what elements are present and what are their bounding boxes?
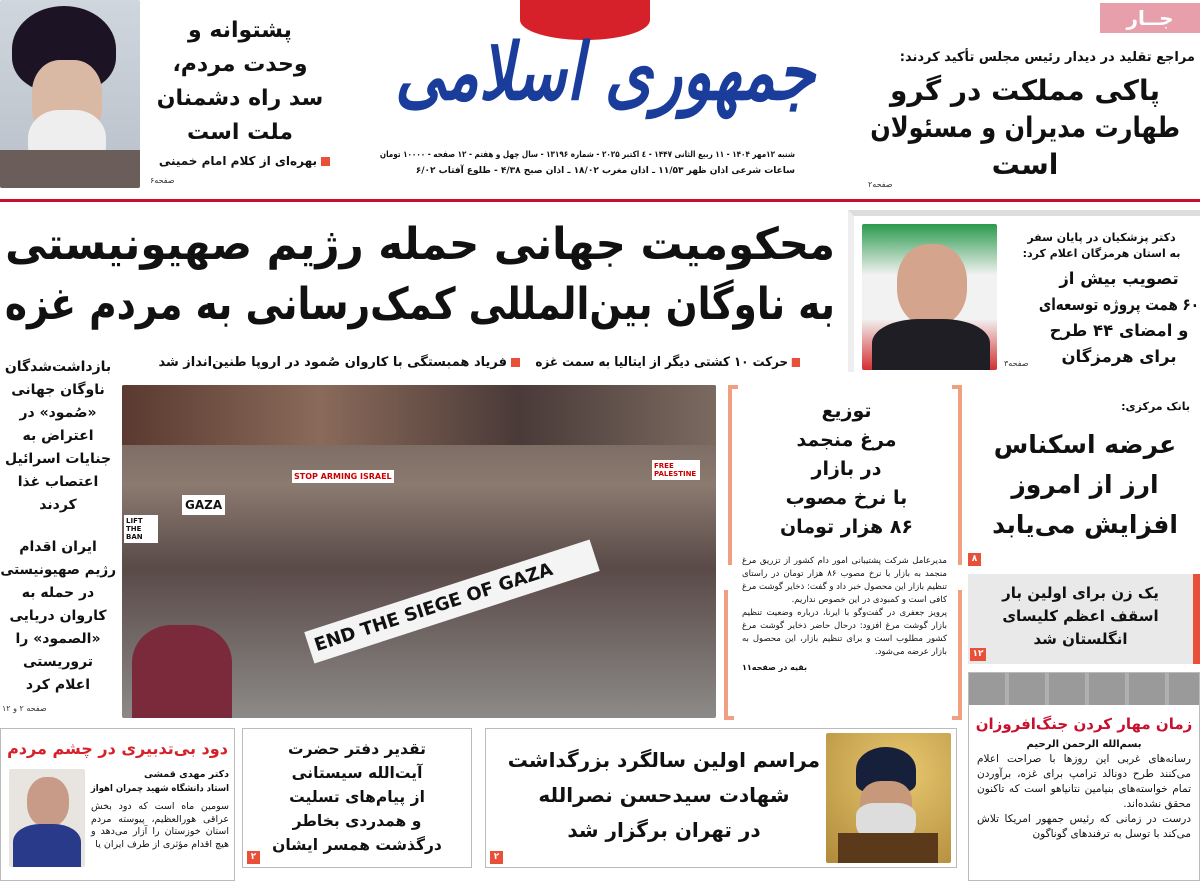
item-line: ناوگان جهانی [11,382,105,398]
headline-line: برای هرمزگان [1061,347,1177,366]
bishop-accent-bar [1193,574,1200,664]
main-headline[interactable] [5,215,835,335]
khomeini-photo [0,0,140,188]
page-ref: صفحه۳ [1004,359,1029,368]
headline-line: پاکی مملکت در گرو [890,74,1160,107]
sistani-box[interactable] [242,728,472,868]
opinion-title: دود بی‌تدبیری در چشم مردم [7,739,228,758]
headline-line: افزایش می‌یابد [992,510,1178,539]
headline-line: عرضه اسکناس [993,430,1177,459]
subhead-italy-ships[interactable] [535,355,800,370]
item-line: رژیم صهیونیستی [0,562,117,578]
headline-line: اسقف اعظم کلیسای [1002,607,1159,625]
top-right-headline[interactable] [870,72,1180,183]
headline-line: به ناوگان بین‌المللی کمک‌رسانی به مردم غزه [4,279,835,330]
headline-line: شهادت سیدحسن نصرالله [538,783,790,807]
item-line: جنایات اسرائیل [4,451,112,467]
masthead-logo: جمهوری اسلامی [395,27,815,118]
nasrallah-photo [826,733,951,863]
headline-line: مراسم اولین سالگرد بزرگداشت [507,748,820,772]
headline-line: ۸۶ هزار تومان [779,516,914,538]
headline-line: تقدیر دفتر حضرت [288,740,426,758]
bishop-headline [968,574,1193,651]
page-ref: صفحه۶ [150,176,175,185]
item-line: تروریستی [22,654,94,670]
item-line: «صُمود» در [19,405,97,421]
page-ref: صفحه ۲ و ۱۲ [2,704,47,713]
author-affiliation: استاد دانشگاه شهید چمران اهواز [90,784,229,794]
headline-line: در بازار [811,458,882,480]
headline-line: درگذشت همسر ایشان [272,836,442,854]
author-name: دکتر مهدی قمشی [143,769,229,780]
page-badge: ۱۲ [970,648,986,661]
quote-line: سد راه دشمنان [156,86,324,111]
headline-line: است [991,148,1059,181]
protest-banner: END THE SIEGE OF GAZA [304,539,600,663]
subhead-text: حرکت ۱۰ کشتی دیگر از ایتالیا به سمت غزه [535,355,789,370]
caption-text: بهره‌ای از کلام امام خمینی [158,154,317,168]
jar-badge: جــار [1100,3,1200,33]
paragraph: مدیرعامل شرکت پشتیبانی امور دام کشور از تزریق مرغ منجمد به بازار با نرخ مصوب ۸۶ هزار تومان در راستای تنظیم بازار این محصول خبر داد و گفت: ذخایر گوشت مرغ کافی است و کمبودی در این خصوص نداریم. [742,556,947,605]
headline-line: و همدردی بخاطر [292,812,422,830]
chicken-box[interactable] [724,385,962,720]
headline-line: تصویب بیش از [1059,269,1179,288]
headline-line: و امضای ۴۴ طرح [1049,321,1189,340]
headline-line: با نرخ مصوب [785,487,908,509]
page-badge: ۸ [968,553,981,566]
chicken-headline [764,397,929,542]
pezeshkian-box[interactable] [848,210,1200,372]
item-line: کاروان دریایی [9,608,107,624]
chicken-body [742,555,947,674]
top-right-kicker: مراجع تقلید در دیدار رئیس مجلس تأکید کردند: [899,50,1195,65]
page-ref: صفحه۲ [868,180,893,189]
headline-line: طهارت مدیران و مسئولان [870,111,1180,144]
item-line: کردند [39,497,77,513]
pezeshkian-headline [1039,266,1199,370]
quote-line: پشتوانه و [188,18,292,43]
paragraph: رسانه‌های غربی این روزها با صراحت اعلام می‌کنند طرح دونالد ترامپ برای غزه، برآوردن تمام خواسته‌های بنیامین نتانیاهو است که تاکنون محقق نشده‌اند. [977,753,1191,810]
khomeini-quote [150,14,330,150]
paragraph: درست در زمانی که رئیس جمهور امریکا تلاش می‌کند با توسل به ترفندهای گوناگون [977,813,1191,840]
bullet-icon [792,358,800,367]
opinion-body: سومین ماه است که دود بخش عراقی هورالعظیم، پیوسته مردم استان خوزستان را آزار می‌دهد و هیچ اقدام مؤثری از طرف ایران یا [91,801,229,850]
headline-line: از پیام‌های تسلیت [289,788,425,806]
headline-line: ۶۰ همت پروژه توسعه‌ای [1038,295,1199,314]
headline-line: مرغ منجمد [796,429,897,451]
bank-kicker: بانک مرکزی: [1121,400,1190,413]
editorial-title: زمان مهار کردن جنگ‌افروزان [975,715,1193,733]
kicker-line: به استان هرمزگان اعلام کرد: [1022,247,1181,260]
headline-line: ارز از امروز [1011,470,1159,499]
left-item-hunger-strike[interactable] [0,356,116,517]
item-line: «الصمود» را [15,631,101,647]
protest-photo [122,385,716,718]
editorial-header-band [969,673,1199,705]
headline-line: در تهران برگزار شد [567,818,761,842]
item-line: اعتصاب غذا [17,474,99,490]
editorial-body [969,750,1199,844]
protest-sign: GAZA [182,495,225,515]
item-line: اعتراض به [22,428,94,444]
headline-line: محکومیت جهانی حمله رژیم صهیونیستی [5,219,836,270]
headline-line: توزیع [821,400,872,422]
masthead-divider [0,199,1200,202]
page-badge: ۲ [490,851,503,864]
kicker-line: دکتر پزشکیان در پایان سفر [1027,231,1176,244]
pezeshkian-kicker [1004,230,1199,262]
nasrallah-box[interactable] [485,728,957,868]
opinion-box[interactable] [0,728,235,881]
paragraph: پرویز جعفری در گفت‌وگو با ایرنا، درباره وضعیت تنظیم بازار گوشت مرغ افزود: درحال حاضر ذخایر گوشت مرغ کشور مطلوب است و برای تنظیم بازار، این محصول به بازار عرضه می‌شود. [742,608,947,657]
left-item-iran-terrorist[interactable] [0,536,116,697]
protest-sign: LIFT THE BAN [124,515,158,543]
headline-line: آیت‌الله سیستانی [291,764,423,782]
item-line: اعلام کرد [25,677,91,693]
protest-sign: STOP ARMING ISRAEL [294,472,392,481]
sistani-headline [243,729,471,857]
bullet-icon [511,358,520,367]
quote-line: ملت است [186,120,293,145]
quote-line: وحدت مردم، [172,52,308,77]
editorial-opening: بسم‌الله الرحمن الرحیم [1026,739,1142,750]
headline-line: انگلستان شد [1033,630,1128,648]
item-line: ایران اقدام [19,539,97,555]
item-line: در حمله به [21,585,95,601]
prayer-times: ساعات شرعی اذان ظهر ۱۱/۵۳ ـ اذان مغرب ۱۸/۰۲ ـ اذان صبح ۴/۳۸ - طلوع آفتاب ۶/۰۲ [415,166,795,176]
item-line: بازداشت‌شدگان [4,359,112,375]
headline-line: یک زن برای اولین بار [1002,584,1159,602]
protest-sign: FREE PALESTINE [652,460,700,480]
bank-headline[interactable] [975,425,1195,545]
date-line: شنبه ۱۲مهر ۱۴۰۴ - ۱۱ ربیع الثانی ۱۴۴۷ - ٤ اکتبر ۲۰۲۵ - شماره ۱۳۱۹۶ - سال چهل و هفتم - ۱۲ صفحه - ۱۰۰۰۰ تومان [379,150,795,160]
bullet-icon [321,157,330,166]
author-photo [9,769,85,867]
continued-link[interactable]: بقیه در صفحه۱۱ [742,663,808,672]
nasrallah-headline [508,743,820,848]
bishop-box[interactable] [968,574,1193,664]
editorial-box[interactable] [968,672,1200,881]
quote-caption[interactable] [150,154,330,168]
subhead-text: فریاد همبستگی با کاروان صُمود در اروپا طنین‌انداز شد [158,355,507,370]
subhead-europe[interactable] [135,355,520,370]
page-badge: ۲ [247,851,260,864]
pezeshkian-photo [862,224,997,370]
